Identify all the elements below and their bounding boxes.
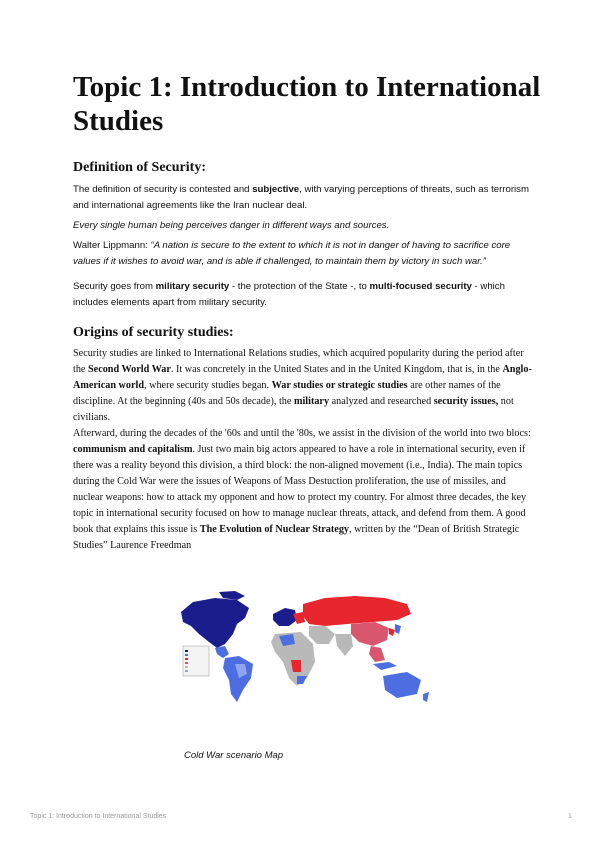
bold-term: War studies or strategic studies <box>271 380 408 391</box>
text-span: Afterward, during the decades of the '60s and until the '80s, we assist in the division of the world into two blocs: <box>73 428 531 439</box>
heading-definition: Definition of Security: <box>73 160 206 175</box>
cold-war-world-map <box>175 590 433 710</box>
bold-term: communism and capitalism <box>73 444 193 455</box>
text-span: . It was concretely in the United States and in the United Kingdom, that is, in the <box>170 364 503 375</box>
heading-origins: Origins of security studies: <box>73 325 234 340</box>
text-span: not civilians. <box>73 396 514 423</box>
definition-paragraph-1 <box>73 182 533 214</box>
legend-swatch-nato <box>185 650 188 652</box>
bold-term: security issues, <box>433 396 499 407</box>
legend-swatch-western-allies <box>185 654 188 656</box>
text-span: The definition of security is contested and <box>73 184 253 195</box>
text-span: , where security studies began. <box>144 380 272 391</box>
legend-swatch-non-aligned <box>185 666 188 668</box>
figure-caption: Cold War scenario Map <box>184 750 284 761</box>
text-span: . Just two main big actors appeared to have a role in international security, even if there was a reality beyond this division, a third block: the non-aligned movement (i.e., India). The main topics during the Cold War were the issues of Weapons of Mass Destuction proliferation, the use of missiles, and nuclear weapons: how to attack my opponent and how to protect my country. For almost three decades, the key topic in international security focused on how to manage nuclear threats, attack, and defend from them. A good book that explains this issue is <box>73 444 527 535</box>
legend-swatch-communist-allies <box>185 662 188 664</box>
bold-term: Second World War <box>88 364 171 375</box>
definition-paragraph-2: Every single human being perceives danger in different ways and sources. <box>73 220 390 231</box>
text-span: , with varying perceptions of threats, such as terrorism and international agreements like the Iran nuclear deal. <box>73 184 529 211</box>
footer-title: Topic 1: Introduction to International Studies <box>30 813 167 820</box>
text-span: Security goes from <box>73 281 156 292</box>
origins-paragraph <box>73 346 533 554</box>
legend-swatch-other <box>185 670 188 672</box>
bold-term-military-security: military security <box>155 281 230 292</box>
quote-text: “A nation is secure to the extent to which it is not in danger of having to sacrifice core values if it wishes to avoid war, and is able if challenged, to maintain them by victory in such war.” <box>73 240 511 267</box>
page-title: Topic 1: Introduction to International Studies <box>73 71 541 137</box>
page-number: 1 <box>568 813 572 820</box>
bold-term: Anglo-American world <box>73 364 532 391</box>
text-span: - which includes elements apart from military security. <box>73 281 505 308</box>
bold-term-multi-focused-security: multi-focused security <box>369 281 472 292</box>
text-span: , written by the “Dean of British Strategic Studies” Laurence Freedman <box>73 524 520 551</box>
lippmann-quote <box>73 238 533 270</box>
bold-book-title: The Evolution of Nuclear Strategy <box>199 524 350 535</box>
text-span: are other names of the discipline. At the beginning (40s and 50s decade), the <box>73 380 501 407</box>
text-span: Security studies are linked to International Relations studies, which acquired popularity during the period after the <box>73 348 524 375</box>
text-span: - the protection of the State -, to <box>229 281 370 292</box>
bold-term: military <box>293 396 330 407</box>
bold-term-subjective: subjective <box>252 184 300 195</box>
text-span: analyzed and researched <box>329 396 434 407</box>
legend-swatch-warsaw-pact <box>185 658 188 660</box>
definition-paragraph-4 <box>73 279 533 311</box>
quote-author: Walter Lippmann: <box>73 240 151 251</box>
